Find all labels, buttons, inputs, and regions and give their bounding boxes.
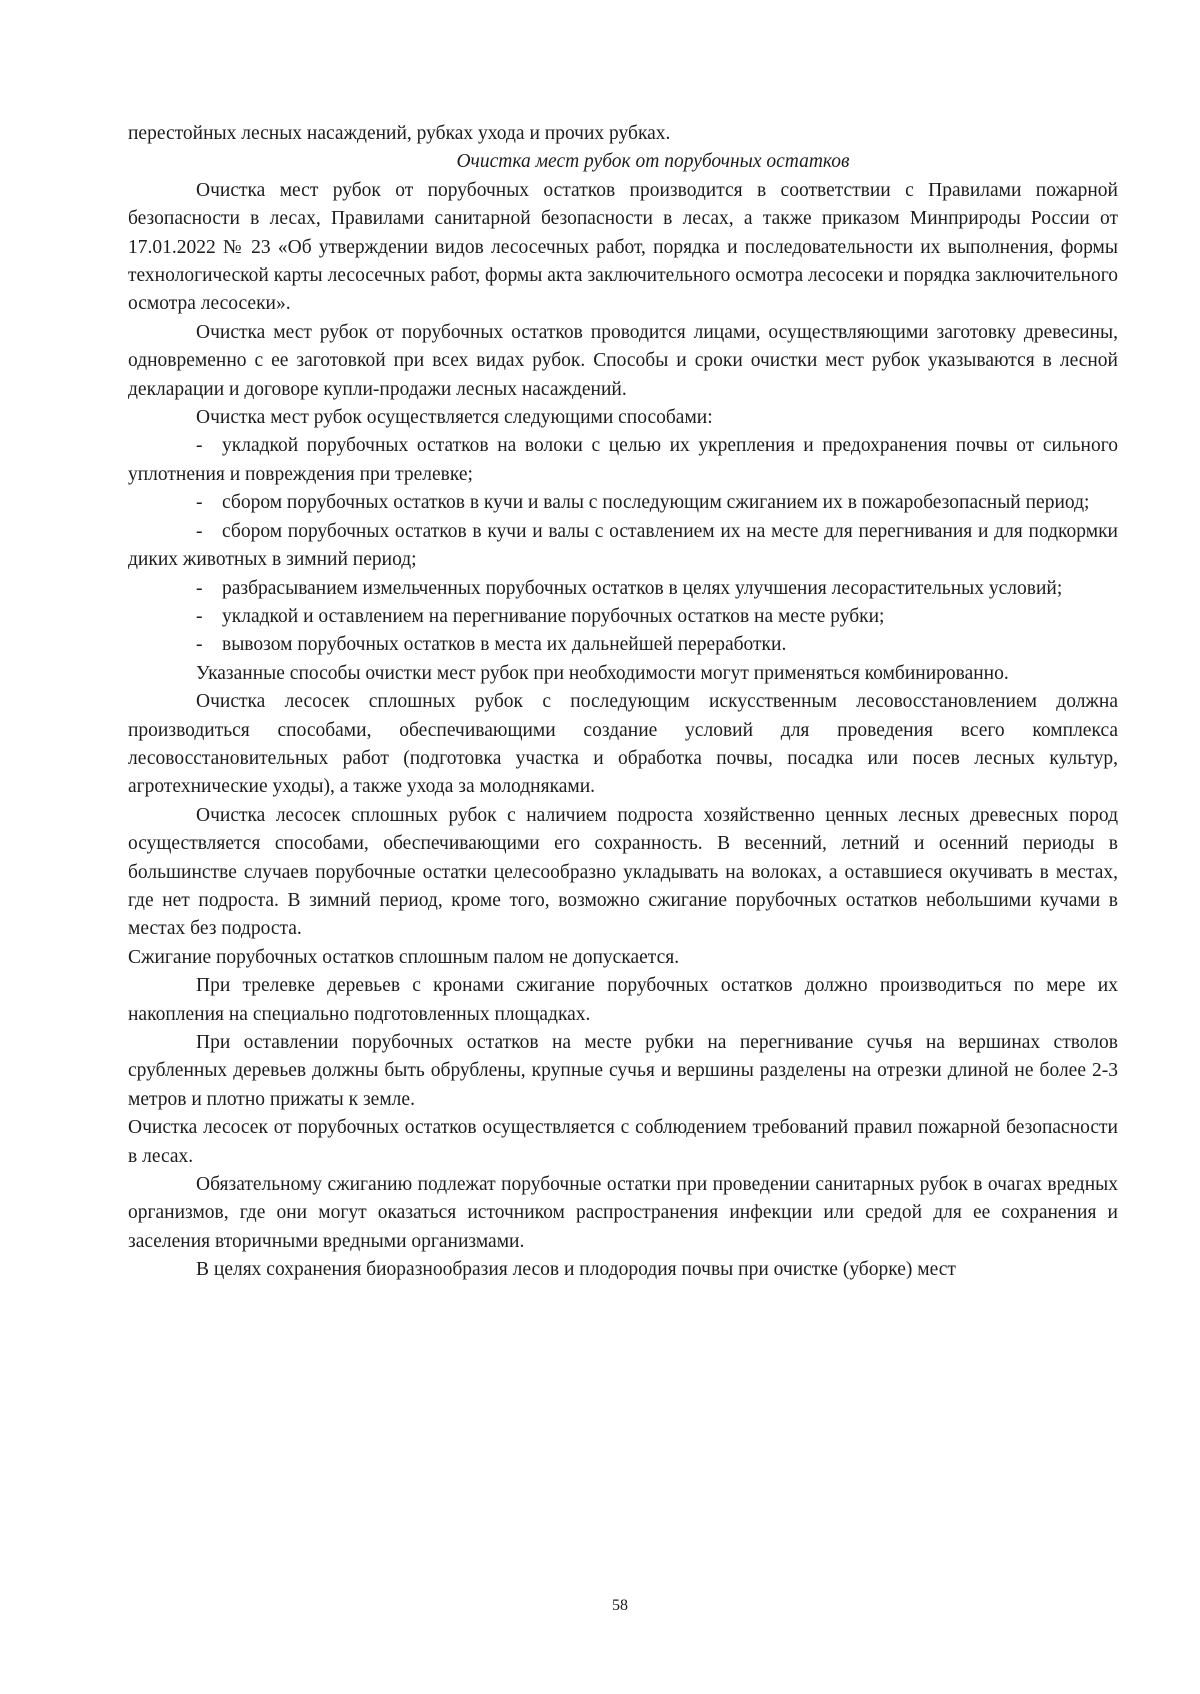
paragraph-10: Очистка лесосек от порубочных остатков осуществляется с соблюдением требований правил пожарной безопасности в лесах.	[128, 1117, 1118, 1167]
paragraph-3: Очистка мест рубок осуществляется следующими способами:	[196, 407, 713, 429]
list-item	[128, 518, 1118, 575]
list-item	[128, 489, 1118, 517]
list-item	[128, 631, 1118, 659]
page-number: 58	[612, 1597, 628, 1614]
list-dash: -	[196, 520, 203, 542]
list-dash: -	[196, 634, 203, 656]
list-item-text: вывозом порубочных остатков в места их дальнейшей переработки.	[222, 634, 787, 656]
paragraph-11: Обязательному сжиганию подлежат порубочные остатки при проведении санитарных рубок в очагах вредных организмов, где они могут оказаться источником распространения инфекции или средой для ее сохранения и заселения вторичными вредными организмами.	[128, 1174, 1118, 1252]
list-item	[128, 575, 1118, 603]
paragraph-9: При оставлении порубочных остатков на месте рубки на перегнивание сучья на вершинах стволов срубленных деревьев должны быть обрублены, крупные сучья и вершины разделены на отрезки длиной не более 2-3 метров и плотно прижаты к земле.	[128, 1032, 1118, 1110]
list-item-text: сбором порубочных остатков в кучи и валы с оставлением их на месте для перегнивания и для подкормки диких животных в зимний период;	[128, 520, 1118, 571]
paragraph-12: В целях сохранения биоразнообразия лесов и плодородия почвы при очистке (уборке) мест	[196, 1259, 956, 1281]
paragraph-2: Очистка мест рубок от порубочных остатков проводится лицами, осуществляющими заготовку древесины, одновременно с ее заготовкой при всех видах рубок. Способы и сроки очистки мест рубок указываются в лесной декларации и договоре купли-продажи лесных насаждений.	[128, 321, 1118, 400]
paragraph-5: Очистка лесосек сплошных рубок с последующим искусственным лесовосстановлением должна производиться способами, обеспечивающими создание условий для проведения всего комплекса лесовосстановительных работ (подготовка участка и обработка почвы, посадка или посев лесных культур, агротехнические уходы), а также ухода за молодняками.	[128, 691, 1118, 798]
paragraph-6: Очистка лесосек сплошных рубок с наличием подроста хозяйственно ценных лесных древесных пород осуществляется способами, обеспечивающими его сохранность. В весенний, летний и осенний периоды в большинстве случаев порубочные остатки целесообразно укладывать на волоках, а оставшиеся окучивать в местах, где нет подроста. В зимний период, кроме того, возможно сжигание порубочных остатков небольшими кучами в местах без подроста.	[128, 804, 1118, 940]
list-item	[128, 603, 1118, 631]
paragraph-8: При трелевке деревьев с кронами сжигание порубочных остатков должно производиться по мере их накопления на специально подготовленных площадках.	[128, 975, 1118, 1025]
list-dash: -	[196, 435, 203, 457]
list-dash: -	[196, 492, 203, 514]
list-item-text: укладкой и оставлением на перегнивание порубочных остатков на месте рубки;	[222, 605, 885, 627]
paragraph-7: Сжигание порубочных остатков сплошным палом не допускается.	[128, 946, 680, 968]
list-item-text: укладкой порубочных остатков на волоки с целью их укрепления и предохранения почвы от сильного уплотнения и повреждения при трелевке;	[128, 435, 1118, 485]
list-item	[128, 432, 1118, 489]
list-item-text: разбрасыванием измельченных порубочных остатков в целях улучшения лесорастительных условий;	[222, 577, 1063, 599]
page-body	[128, 120, 1118, 1285]
paragraph-4: Указанные способы очистки мест рубок при необходимости могут применяться комбинированно.	[196, 662, 1009, 684]
list-dash: -	[196, 605, 203, 627]
list-dash: -	[196, 577, 203, 599]
paragraph-1: Очистка мест рубок от порубочных остатков производится в соответствии с Правилами пожарной безопасности в лесах, Правилами санитарной безопасности в лесах, а также приказом Минприроды России от 17.01.2022 № 23 «Об утверждении видов лесосечных работ, порядка и последовательности их выполнения, формы технологической карты лесосечных работ, формы акта заключительного осмотра лесосеки и порядка заключительного осмотра лесосеки».	[128, 179, 1118, 315]
section-title: Очистка мест рубок от порубочных остатков	[456, 151, 850, 173]
list-item-text: сбором порубочных остатков в кучи и валы с последующим сжиганием их в пожаробезопасный период;	[222, 492, 1090, 514]
continued-line: перестойных лесных насаждений, рубках ухода и прочих рубках.	[128, 123, 671, 144]
